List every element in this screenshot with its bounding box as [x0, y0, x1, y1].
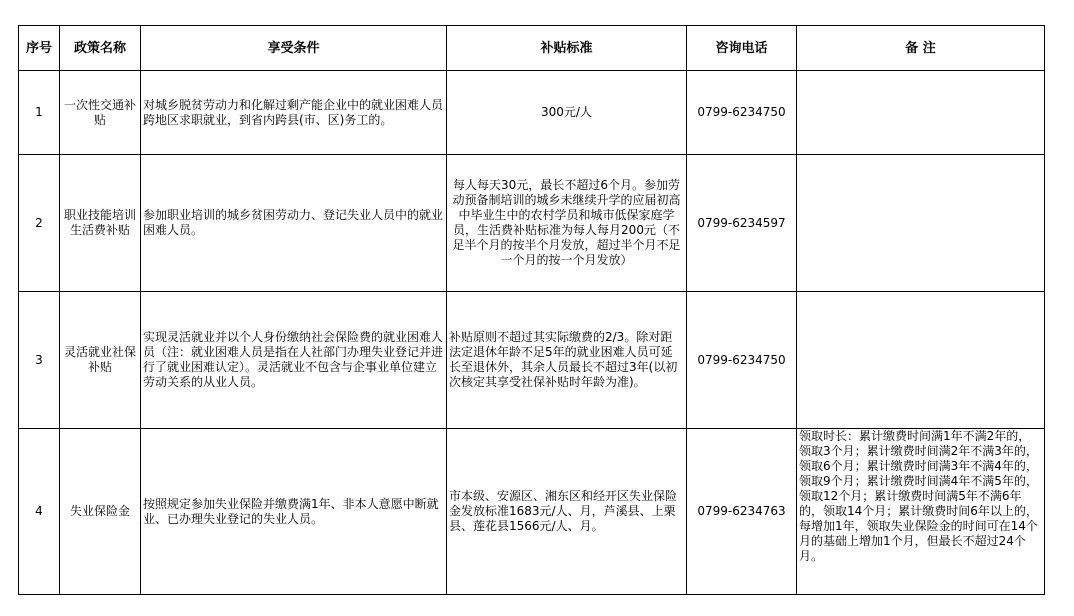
row-phone: 0799-6234750	[687, 71, 797, 155]
row-policy-name: 一次性交通补贴	[60, 71, 141, 155]
row-phone: 0799-6234750	[687, 292, 797, 429]
row-policy-name: 职业技能培训生活费补贴	[60, 155, 141, 292]
table-row	[19, 292, 1045, 429]
row-condition: 实现灵活就业并以个人身份缴纳社会保险费的就业困难人员（注：就业困难人员是指在人社部门办理失业登记并进行了就业困难认定）。灵活就业不包含与企事业单位建立劳动关系的从业人员。	[141, 292, 447, 429]
row-condition: 参加职业培训的城乡贫困劳动力、登记失业人员中的就业困难人员。	[141, 155, 447, 292]
header-condition: 享受条件	[141, 26, 447, 71]
row-standard: 300元/人	[447, 71, 687, 155]
policy-table	[18, 25, 1045, 595]
row-index: 2	[19, 155, 60, 292]
row-policy-name: 失业保险金	[60, 429, 141, 595]
row-policy-name: 灵活就业社保补贴	[60, 292, 141, 429]
row-remark	[797, 292, 1045, 429]
table-row	[19, 71, 1045, 155]
table-row	[19, 155, 1045, 292]
row-condition: 对城乡脱贫劳动力和化解过剩产能企业中的就业困难人员跨地区求职就业，到省内跨县(市、区)务工的。	[141, 71, 447, 155]
header-standard: 补贴标准	[447, 26, 687, 71]
row-index: 4	[19, 429, 60, 595]
header-policy-name: 政策名称	[60, 26, 141, 71]
row-remark	[797, 155, 1045, 292]
row-condition: 按照规定参加失业保险并缴费满1年、非本人意愿中断就业、已办理失业登记的失业人员。	[141, 429, 447, 595]
header-row	[19, 26, 1045, 71]
row-standard: 补贴原则不超过其实际缴费的2/3。除对距法定退休年龄不足5年的就业困难人员可延长至退休外，其余人员最长不超过3年(以初次核定其享受社保补贴时年龄为准)。	[447, 292, 687, 429]
row-standard: 每人每天30元，最长不超过6个月。参加劳动预备制培训的城乡未继续升学的应届初高中毕业生中的农村学员和城市低保家庭学员，生活费补贴标准为每人每月200元（不足半个月的按半个月发放，超过半个月不足一个月的按一个月发放）	[447, 155, 687, 292]
row-standard: 市本级、安源区、湘东区和经开区失业保险金发放标准1683元/人、月，芦溪县、上栗县、莲花县1566元/人、月。	[447, 429, 687, 595]
header-remark: 备 注	[797, 26, 1045, 71]
row-phone: 0799-6234597	[687, 155, 797, 292]
header-index: 序号	[19, 26, 60, 71]
row-index: 1	[19, 71, 60, 155]
row-phone: 0799-6234763	[687, 429, 797, 595]
row-remark: 领取时长：累计缴费时间满1年不满2年的，领取3个月；累计缴费时间满2年不满3年的，领取6个月；累计缴费时间满3年不满4年的，领取9个月；累计缴费时间满4年不满5年的，领取12个月；累计缴费时间满5年不满6年的，领取14个月；累计缴费时间6年以上的，每增加1年，领取失业保险金的时间可在14个月的基础上增加1个月，但最长不超过24个月。	[797, 429, 1045, 595]
row-index: 3	[19, 292, 60, 429]
table-row	[19, 429, 1045, 595]
row-remark	[797, 71, 1045, 155]
header-phone: 咨询电话	[687, 26, 797, 71]
